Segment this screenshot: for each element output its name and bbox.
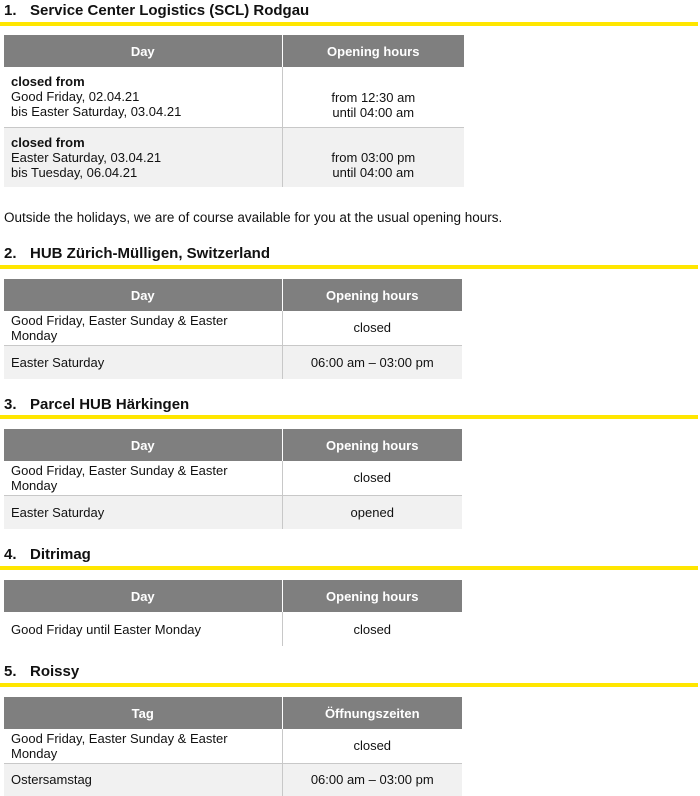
table-row (4, 127, 464, 187)
hours-cell: closed (282, 612, 462, 646)
day-cell: Easter Saturday (4, 345, 282, 379)
day-cell (4, 67, 282, 127)
hours-cell: closed (282, 461, 462, 495)
hours-column-header: Öffnungszeiten (282, 697, 462, 729)
hours-cell: closed (282, 729, 462, 763)
section-title: HUB Zürich-Mülligen, Switzerland (30, 245, 271, 262)
table-row (4, 311, 462, 345)
table-row (4, 67, 464, 127)
day-label: closed from (11, 74, 85, 90)
section-3-table (4, 429, 462, 529)
section-title: Parcel HUB Härkingen (30, 396, 190, 413)
hours-cell: opened (282, 495, 462, 529)
section-5-heading (4, 663, 79, 681)
table-row (4, 612, 462, 646)
section-divider (0, 566, 698, 570)
hours-cell: 06:00 am – 03:00 pm (282, 763, 462, 796)
section-2-heading (4, 245, 270, 263)
day-line: bis Easter Saturday, 03.04.21 (11, 104, 182, 120)
hours-column-header: Opening hours (282, 35, 464, 67)
section-number: 2. (4, 245, 17, 262)
hours-line: from 12:30 am (331, 89, 416, 105)
section-number: 4. (4, 546, 17, 563)
hours-line: from 03:00 pm (331, 150, 416, 166)
day-column-header: Tag (4, 697, 282, 729)
section-title: Service Center Logistics (SCL) Rodgau (30, 2, 310, 19)
day-cell: Good Friday, Easter Sunday & Easter Monday (4, 461, 282, 495)
hours-column-header: Opening hours (282, 429, 462, 461)
section-4-heading (4, 546, 91, 564)
section-number: 5. (4, 663, 17, 680)
hours-cell (282, 67, 464, 127)
table-row (4, 495, 462, 529)
section-5-table (4, 697, 462, 796)
hours-column-header: Opening hours (282, 279, 462, 311)
section-title: Roissy (30, 663, 80, 680)
day-cell: Good Friday until Easter Monday (4, 612, 282, 646)
section-divider (0, 415, 698, 419)
hours-cell: 06:00 am – 03:00 pm (282, 345, 462, 379)
day-cell: Ostersamstag (4, 763, 282, 796)
hours-column-header: Opening hours (282, 580, 462, 612)
section-divider (0, 265, 698, 269)
section-divider (0, 683, 698, 687)
table-row (4, 461, 462, 495)
day-column-header: Day (4, 35, 282, 67)
day-cell: Good Friday, Easter Sunday & Easter Monday (4, 729, 282, 763)
day-line: Good Friday, 02.04.21 (11, 89, 140, 105)
day-line: bis Tuesday, 06.04.21 (11, 164, 138, 180)
section-number: 3. (4, 396, 17, 413)
day-column-header: Day (4, 279, 282, 311)
hours-cell (282, 127, 464, 187)
hours-line: until 04:00 am (332, 104, 415, 120)
section-number: 1. (4, 2, 17, 19)
holiday-note: Outside the holidays, we are of course available for you at the usual opening hours. (4, 210, 503, 225)
table-row (4, 729, 462, 763)
day-cell (4, 127, 282, 187)
day-cell: Good Friday, Easter Sunday & Easter Monday (4, 311, 282, 345)
day-label: closed from (11, 134, 85, 150)
table-row (4, 345, 462, 379)
day-column-header: Day (4, 429, 282, 461)
section-1-heading (4, 2, 309, 20)
section-title: Ditrimag (30, 546, 91, 563)
section-3-heading (4, 396, 189, 414)
day-cell: Easter Saturday (4, 495, 282, 529)
day-column-header: Day (4, 580, 282, 612)
table-row (4, 763, 462, 796)
hours-cell: closed (282, 311, 462, 345)
day-line: Easter Saturday, 03.04.21 (11, 149, 162, 165)
section-2-table (4, 279, 462, 379)
section-4-table (4, 580, 462, 646)
section-divider (0, 22, 698, 26)
hours-line: until 04:00 am (332, 165, 415, 181)
section-1-table (4, 35, 464, 187)
